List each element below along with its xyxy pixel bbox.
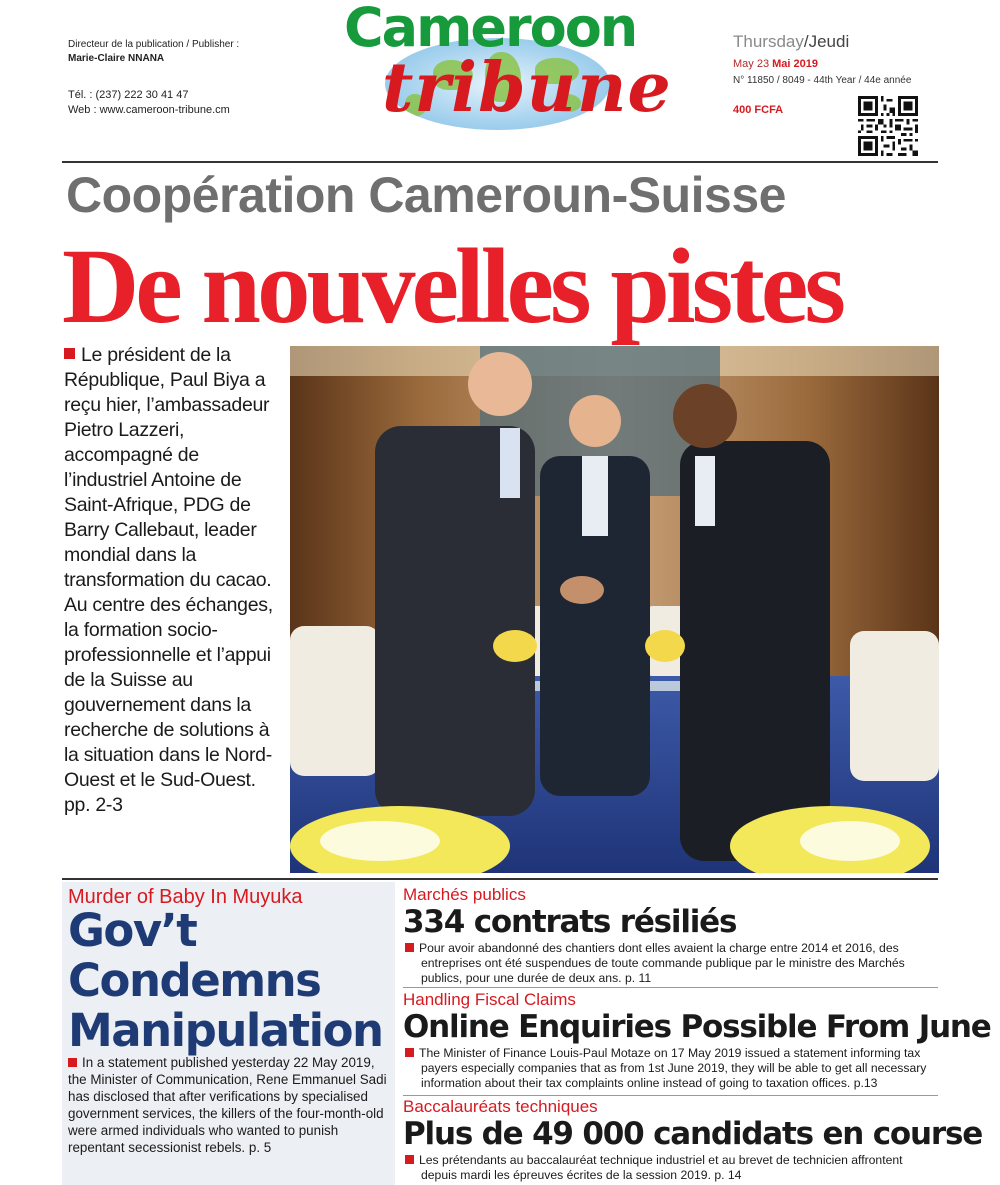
story-separator: [403, 1095, 938, 1096]
weekday: Thursday/Jeudi: [733, 32, 850, 51]
lead-paragraph: [64, 343, 284, 818]
left-story-body: In a statement published yesterday 22 May 2019, the Minister of Communication, Rene Emmanuel Sadi has disclosed that after verifications by specialised government services, the killers of the four-month-old were armed individuals who wanted to punish repentant secessionist rebels. p. 5: [68, 1055, 387, 1155]
bullet-square-icon: [405, 943, 414, 952]
publisher-info: [68, 38, 239, 66]
story-kicker: Marchés publics: [403, 885, 526, 904]
phone-number: Tél. : (237) 222 30 41 47: [68, 89, 189, 101]
logo-tribune: tribune: [382, 48, 672, 128]
bullet-square-icon: [405, 1048, 414, 1057]
story-fiscal-claims[interactable]: [403, 990, 991, 1091]
qr-code-icon[interactable]: [858, 96, 918, 156]
left-story-kicker: Murder of Baby In Muyuka: [68, 886, 303, 908]
story-body: The Minister of Finance Louis-Paul Motaze on 17 May 2019 issued a statement informing tax payers especially companies that as from 1st June 2019, they will be able to get all necessary information about their tax complaints online instead of going to taxation offices. p.13: [403, 1046, 938, 1091]
bullet-square-icon: [405, 1155, 414, 1164]
left-story-title: Gov’t Condemns Manipulation: [68, 904, 383, 1057]
website-link[interactable]: Web : www.cameroon-tribune.cm: [68, 104, 230, 116]
newspaper-logo: [340, 0, 672, 140]
logo-cameroon: Cameroon: [344, 0, 637, 59]
story-baccalaureats[interactable]: [403, 1097, 983, 1183]
story-title: Plus de 49 000 candidats en course: [403, 1116, 983, 1152]
masthead-divider: [62, 161, 938, 163]
left-story-box[interactable]: [62, 882, 395, 1185]
main-headline[interactable]: De nouvelles pistes: [62, 228, 842, 346]
main-kicker: Coopération Cameroun-Suisse: [66, 167, 786, 223]
bullet-square-icon: [64, 348, 75, 359]
lead-photo[interactable]: [290, 346, 939, 873]
section-divider: [62, 878, 938, 880]
story-separator: [403, 987, 938, 988]
story-body: Les prétendants au baccalauréat technique industriel et au brevet de technicien affrontent depuis mardi les épreuves écrites de la session 2019. p. 14: [403, 1153, 938, 1183]
story-body: Pour avoir abandonné des chantiers dont elles avaient la charge entre 2014 et 2016, des entreprises ont été suspendues de toute commande publique par le ministre des Marchés publics, pour une durée de deux ans. p. 11: [403, 941, 938, 986]
story-marches-publics[interactable]: [403, 885, 938, 986]
lead-text: Le président de la République, Paul Biya a reçu hier, l’ambassadeur Pietro Lazzeri, accompagné de l’industriel Antoine de Saint-Afrique, PDG de Barry Callebaut, leader mondial dans la transformation du cacao. Au centre des échanges, la formation socio-professionnelle et l’appui de la Suisse au gouvernement dans la recherche de solutions à la situation dans le Nord-Ouest et le Sud-Ouest. pp. 2-3: [64, 344, 273, 816]
story-title: Online Enquiries Possible From June: [403, 1009, 991, 1045]
bullet-square-icon: [68, 1058, 77, 1067]
issue-date: May 23 Mai 2019: [733, 58, 819, 70]
publisher-name: Marie-Claire NNANA: [68, 53, 165, 64]
story-kicker: Handling Fiscal Claims: [403, 990, 576, 1009]
issue-number: N° 11850 / 8049 - 44th Year / 44e année: [733, 75, 912, 86]
contact-info: [68, 88, 230, 118]
price-badge: 400 FCFA: [733, 104, 784, 116]
masthead: [0, 0, 1000, 162]
story-kicker: Baccalauréats techniques: [403, 1097, 598, 1116]
publisher-label: Directeur de la publication / Publisher :: [68, 39, 240, 50]
story-title: 334 contrats résiliés: [403, 904, 737, 940]
